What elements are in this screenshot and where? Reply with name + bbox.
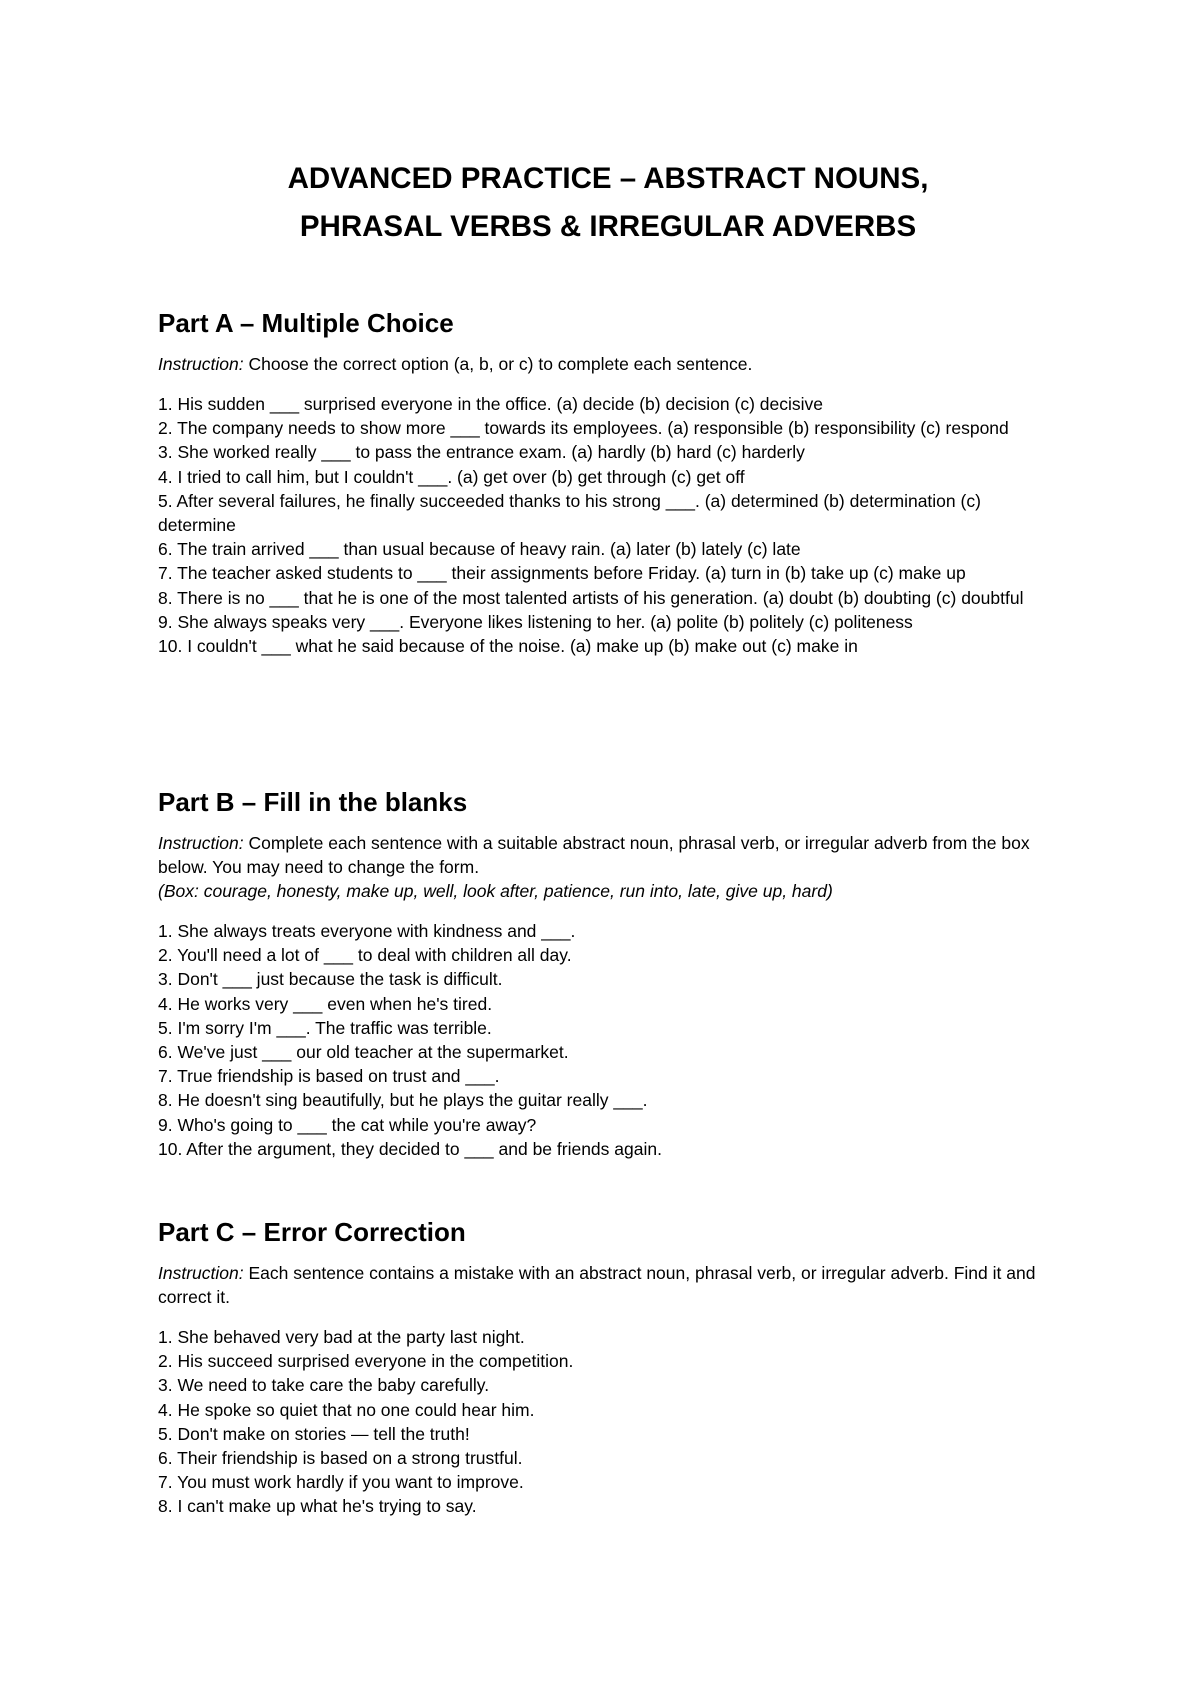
question-item: 7. The teacher asked students to ___ their assignments before Friday. (a) turn in (b) take up (c) make up <box>158 563 966 584</box>
word-box: (Box: courage, honesty, make up, well, look after, patience, run into, late, give up, hard) <box>158 881 833 901</box>
part-c-section <box>158 1217 1058 1519</box>
question-item: 8. He doesn't sing beautifully, but he plays the guitar really ___. <box>158 1090 648 1111</box>
part-a-question-list <box>158 392 1058 658</box>
question-item: 6. We've just ___ our old teacher at the supermarket. <box>158 1042 569 1063</box>
question-item: 5. I'm sorry I'm ___. The traffic was terrible. <box>158 1017 492 1038</box>
question-item: 6. Their friendship is based on a strong trustful. <box>158 1448 523 1469</box>
question-item: 10. I couldn't ___ what he said because of the noise. (a) make up (b) make out (c) make in <box>158 636 858 657</box>
question-item: 1. She always treats everyone with kindness and ___. <box>158 921 576 941</box>
question-item: 9. She always speaks very ___. Everyone likes listening to her. (a) polite (b) politely (c) politeness <box>158 611 913 632</box>
part-c-instruction <box>158 1261 1058 1309</box>
instruction-label: Instruction: <box>158 833 244 853</box>
title-line-1: ADVANCED PRACTICE – ABSTRACT NOUNS, <box>287 162 929 195</box>
question-item: 4. I tried to call him, but I couldn't ___. (a) get over (b) get through (c) get off <box>158 466 745 487</box>
part-b-heading: Part B – Fill in the blanks <box>158 787 468 817</box>
instruction-label: Instruction: <box>158 1263 244 1283</box>
part-b-instruction <box>158 831 1058 903</box>
question-item: 3. We need to take care the baby carefully. <box>158 1375 490 1396</box>
document-title <box>158 155 1058 251</box>
part-a-heading: Part A – Multiple Choice <box>158 308 454 338</box>
part-b-section <box>158 787 1058 1161</box>
question-item: 8. I can't make up what he's trying to say. <box>158 1496 477 1517</box>
question-item: 9. Who's going to ___ the cat while you're away? <box>158 1114 537 1135</box>
question-item: 5. After several failures, he finally succeeded thanks to his strong ___. (a) determined (b) determination (c) determine <box>158 490 981 536</box>
instruction-label: Instruction: <box>158 354 244 374</box>
part-c-question-list <box>158 1325 1058 1519</box>
instruction-text: Each sentence contains a mistake with an abstract noun, phrasal verb, or irregular adverb. Find it and correct it. <box>158 1263 1036 1307</box>
instruction-text: Choose the correct option (a, b, or c) to complete each sentence. <box>243 354 753 374</box>
question-item: 1. She behaved very bad at the party last night. <box>158 1327 525 1347</box>
question-item: 4. He works very ___ even when he's tired. <box>158 993 493 1014</box>
question-item: 2. You'll need a lot of ___ to deal with children all day. <box>158 945 572 966</box>
question-item: 1. His sudden ___ surprised everyone in the office. (a) decide (b) decision (c) decisive <box>158 394 824 414</box>
question-item: 10. After the argument, they decided to ___ and be friends again. <box>158 1138 662 1159</box>
title-line-2: PHRASAL VERBS & IRREGULAR ADVERBS <box>299 210 917 243</box>
question-item: 2. The company needs to show more ___ towards its employees. (a) responsible (b) responsibility (c) respond <box>158 418 1009 439</box>
question-item: 6. The train arrived ___ than usual because of heavy rain. (a) later (b) lately (c) late <box>158 539 801 560</box>
part-a-section <box>158 308 1058 658</box>
question-item: 3. Don't ___ just because the task is difficult. <box>158 969 503 990</box>
question-item: 5. Don't make on stories — tell the truth! <box>158 1423 470 1444</box>
instruction-text: Complete each sentence with a suitable abstract noun, phrasal verb, or irregular adverb from the box below. You may need to change the form. <box>158 833 1030 877</box>
question-item: 2. His succeed surprised everyone in the competition. <box>158 1351 574 1372</box>
question-item: 7. True friendship is based on trust and ___. <box>158 1066 500 1087</box>
part-c-heading: Part C – Error Correction <box>158 1217 466 1247</box>
question-item: 3. She worked really ___ to pass the entrance exam. (a) hardly (b) hard (c) harderly <box>158 442 805 463</box>
question-item: 7. You must work hardly if you want to improve. <box>158 1472 524 1493</box>
question-item: 8. There is no ___ that he is one of the most talented artists of his generation. (a) doubt (b) doubting (c) doubtful <box>158 587 1024 608</box>
part-b-question-list <box>158 919 1058 1161</box>
question-item: 4. He spoke so quiet that no one could hear him. <box>158 1399 535 1420</box>
part-a-instruction <box>158 352 1058 376</box>
